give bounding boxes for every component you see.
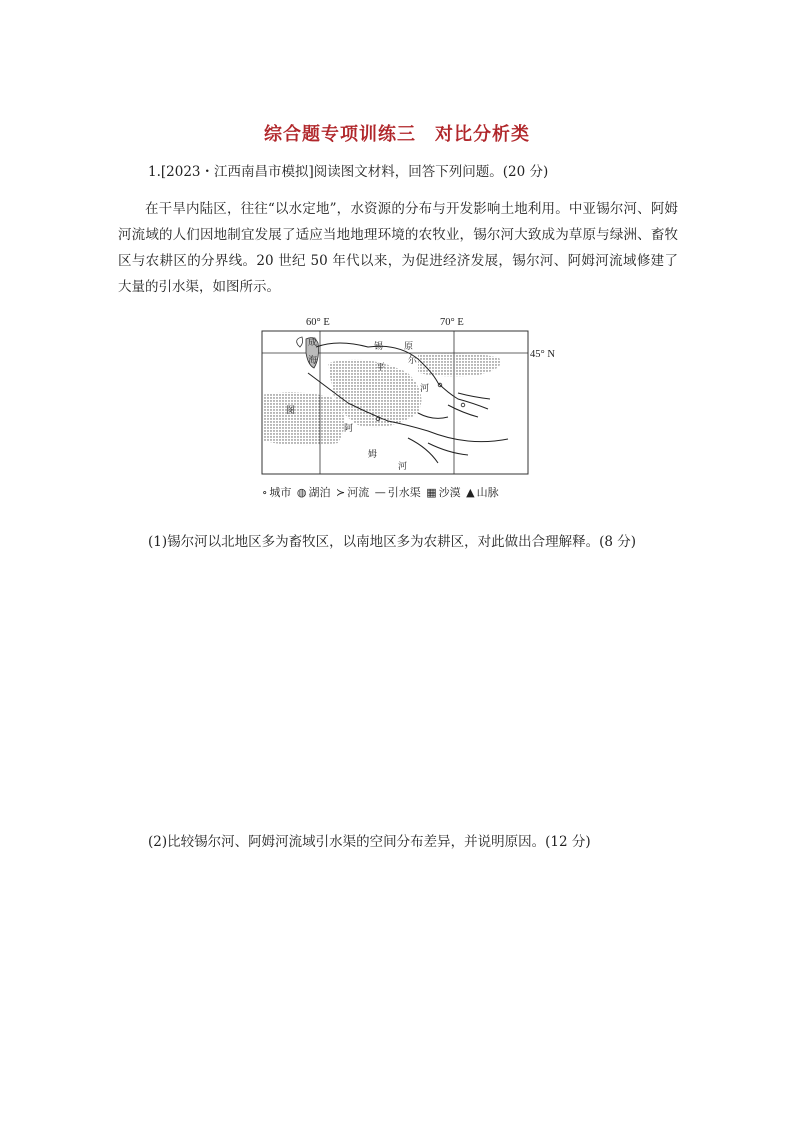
label-mu: 姆 <box>368 450 378 460</box>
lake-icon: ◍ <box>296 486 307 499</box>
page-title: 综合题专项训练三 对比分析类 <box>264 124 530 145</box>
desert-icon: ▦ <box>426 486 437 499</box>
sub-question-1: (1)锡尔河以北地区多为畜牧区，以南地区多为农耕区，对此做出合理解释。(8 分) <box>148 534 637 550</box>
question-header: 1.[2023・江西南昌市模拟]阅读图文材料，回答下列问题。(20 分) <box>148 164 549 180</box>
label-a: 阿 <box>344 424 354 434</box>
label-ping: 平 <box>376 363 386 373</box>
legend-lake: 湖泊 <box>308 486 331 499</box>
label-tu: 图 <box>286 406 296 416</box>
river-icon: ≻ <box>336 486 346 499</box>
desert-north <box>418 353 501 376</box>
label-cheng: 成 <box>308 338 318 348</box>
label-er: 尔 <box>408 356 418 366</box>
lon-label-70e: 70° E <box>440 317 464 328</box>
sub-question-2: (2)比较锡尔河、阿姆河流域引水渠的空间分布差异，并说明原因。(12 分) <box>148 834 591 850</box>
map-legend <box>262 484 501 500</box>
city-icon: ∘ <box>262 486 268 499</box>
canal-icon: — <box>374 486 386 499</box>
legend-city: 城市 <box>269 486 292 499</box>
aral-sea-region-map <box>258 313 558 478</box>
city-icon <box>461 403 465 407</box>
lon-label-60e: 60° E <box>306 317 330 328</box>
legend-desert: 沙漠 <box>438 486 461 499</box>
mountain-icon: ▲ <box>466 486 475 499</box>
material-text: 在干旱内陆区，往往“以水定地”，水资源的分布与开发影响土地利用。中亚锡尔河、阿姆河流域的人们因地制宜发展了适应当地地理环境的农牧业，锡尔河大致成为草原与绿洲、畜牧区与农耕区的分界线。20 世纪 50 年代以来，为促进经济发展，锡尔河、阿姆河流域修建了大量的引水渠，如图所示。 <box>118 201 678 295</box>
label-he-syr: 河 <box>420 384 430 394</box>
lat-label-45n: 45° N <box>530 349 555 360</box>
desert-karakum <box>262 392 344 445</box>
label-he-amu: 河 <box>398 462 408 472</box>
material-paragraph <box>118 196 678 300</box>
legend-river: 河流 <box>347 486 370 499</box>
label-hai: 海 <box>308 356 318 366</box>
small-lake <box>297 337 303 347</box>
label-xi: 锡 <box>374 342 384 352</box>
legend-canal: 引水渠 <box>387 486 421 499</box>
legend-mountain: 山脉 <box>476 486 499 499</box>
label-yuan: 原 <box>404 342 414 352</box>
